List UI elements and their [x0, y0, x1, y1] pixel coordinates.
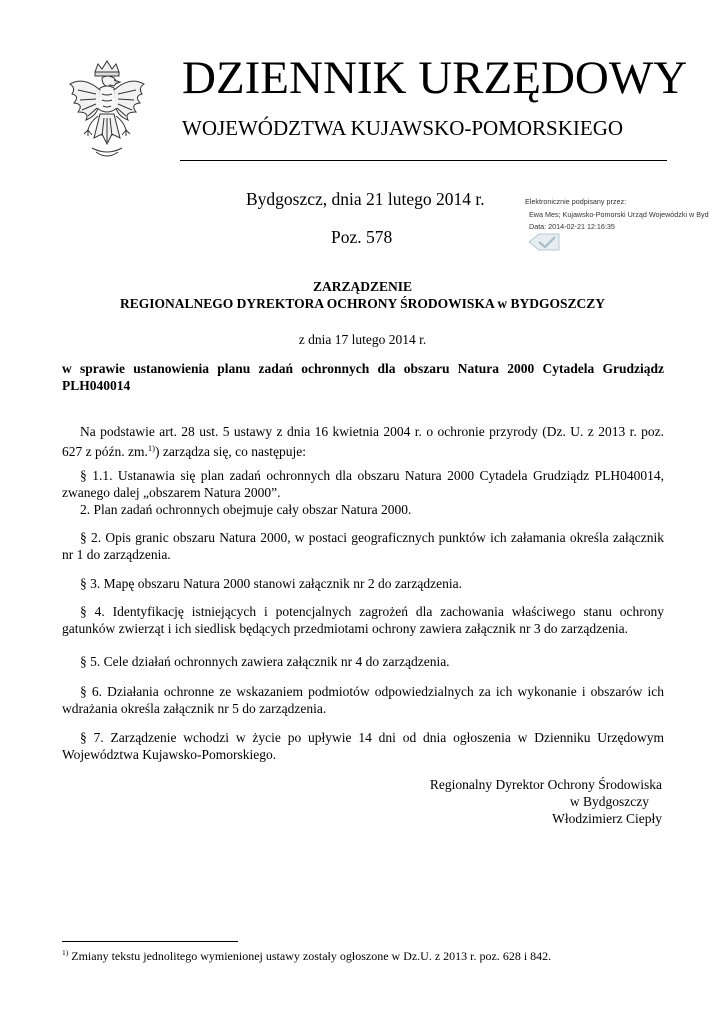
- act-authority: REGIONALNEGO DYREKTORA OCHRONY ŚRODOWISKA w BYDGOSZCZY: [120, 296, 605, 311]
- footnote-text: Zmiany tekstu jednolitego wymienionej ustawy zostały ogłoszone w Dz.U. z 2013 r. poz. 628 i 842.: [68, 949, 552, 963]
- section-7: § 7. Zarządzenie wchodzi w życie po upływie 14 dni od dnia ogłoszenia w Dzienniku Urzędowym Województwa Kujawsko-Pomorskiego.: [62, 730, 664, 762]
- publication-place-date: Bydgoszcz, dnia 21 lutego 2014 r.: [246, 189, 485, 209]
- section-3: § 3. Mapę obszaru Natura 2000 stanowi załącznik nr 2 do zarządzenia.: [80, 576, 462, 591]
- footnote-marker: 1): [62, 948, 69, 957]
- esig-label: Elektronicznie podpisany przez:: [525, 197, 627, 206]
- act-type: ZARZĄDZENIE: [312, 279, 413, 294]
- position-number: Poz. 578: [331, 227, 393, 247]
- journal-title: DZIENNIK URZĘDOWY: [182, 52, 688, 104]
- section-1-2: 2. Plan zadań ochronnych obejmuje cały obszar Natura 2000.: [80, 502, 412, 517]
- act-date: z dnia 17 lutego 2014 r.: [298, 332, 427, 347]
- electronic-signature: [525, 196, 725, 256]
- esig-signer: Ewa Mes; Kujawsko-Pomorski Urząd Wojewódzki w Byd: [529, 210, 709, 219]
- signatory-name: Włodzimierz Ciepły: [552, 811, 662, 826]
- signatory-title: Regionalny Dyrektor Ochrony Środowiska: [429, 777, 662, 792]
- section-2: § 2. Opis granic obszaru Natura 2000, w postaci geograficznych punktów ich załamania określa załącznik nr 1 do zarządzenia.: [62, 530, 664, 562]
- preamble-text: Na podstawie art. 28 ust. 5 ustawy z dnia 16 kwietnia 2004 r. o ochronie przyrody (Dz. U. z 2013 r. poz. 627 z późn. zm.: [62, 424, 664, 459]
- footnote-ref: 1): [147, 443, 155, 453]
- preamble: [62, 423, 664, 460]
- footnote: [62, 948, 551, 964]
- header-divider: [180, 160, 667, 161]
- signature-block: [362, 776, 662, 827]
- polish-eagle-emblem: [62, 56, 152, 166]
- signatory-location: w Bydgoszczy: [569, 794, 649, 809]
- esig-date: Data: 2014-02-21 12:16:35: [529, 222, 615, 231]
- journal-subtitle: WOJEWÓDZTWA KUJAWSKO-POMORSKIEGO: [182, 116, 624, 140]
- section-6: § 6. Działania ochronne ze wskazaniem podmiotów odpowiedzialnych za ich wykonanie i obszarów ich wdrażania określa załącznik nr 5 do zarządzenia.: [62, 684, 664, 716]
- footnote-divider: [62, 941, 238, 942]
- section-5: § 5. Cele działań ochronnych zawiera załącznik nr 4 do zarządzenia.: [80, 654, 450, 669]
- section-4: § 4. Identyfikację istniejących i potencjalnych zagrożeń dla zachowania właściwego stanu ochrony gatunków zwierząt i ich siedlisk będących przedmiotami ochrony zawiera załącznik nr 3 do zarządzenia.: [62, 604, 664, 636]
- preamble-text-end: ) zarządza się, co następuje:: [154, 444, 306, 459]
- act-subject: w sprawie ustanowienia planu zadań ochronnych dla obszaru Natura 2000 Cytadela Grudziądz PLH040014: [62, 361, 664, 393]
- section-1-1: § 1.1. Ustanawia się plan zadań ochronnych dla obszaru Natura 2000 Cytadela Grudziądz PLH040014, zwanego dalej „obszarem Natura 2000”.: [62, 468, 664, 500]
- signature-check-icon: [525, 230, 565, 254]
